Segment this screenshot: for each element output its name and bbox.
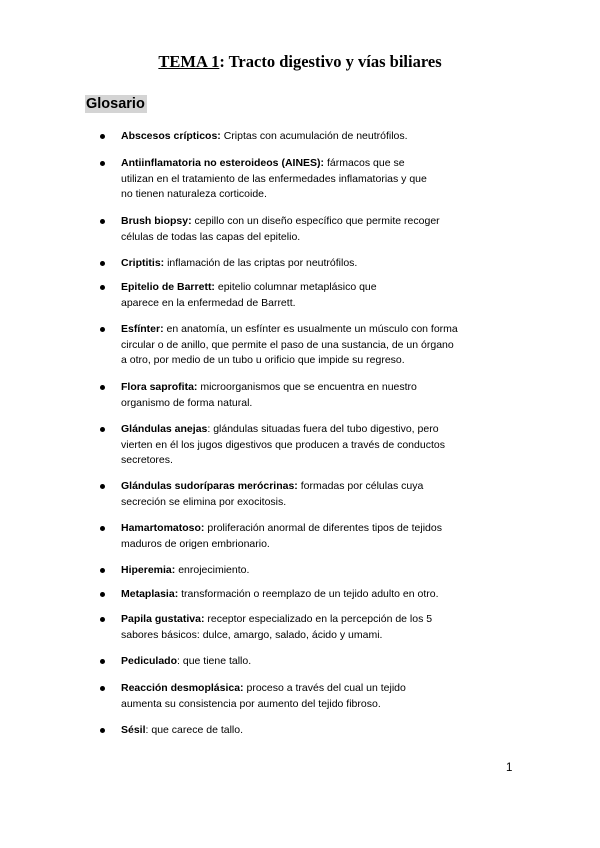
glossary-definition: secretores. (121, 454, 173, 466)
glossary-entry-text (121, 422, 445, 469)
glossary-definition: utilizan en el tratamiento de las enfermedades inflamatorias y que (121, 172, 427, 185)
glossary-line (121, 422, 445, 438)
title-text: : Tracto digestivo y vías biliares (219, 52, 442, 71)
glossary-term: Hamartomatoso: (121, 522, 205, 534)
glossary-definition: secreción se elimina por exocitosis. (121, 495, 287, 508)
glossary-line (121, 537, 442, 553)
title-number: TEMA 1 (158, 52, 220, 71)
glossary-entry-text (121, 681, 406, 712)
glossary-line (121, 338, 458, 354)
glossary-term: Reacción desmoplásica: (121, 682, 244, 694)
glossary-definition: transformación o reemplazo de un tejido adulto en otro. (178, 588, 439, 600)
glossary-line (121, 479, 423, 495)
glossary-definition: circular o de anillo, que permite el paso de una sustancia, de un órgano (121, 338, 454, 351)
glossary-line (121, 681, 406, 697)
glossary-definition: enrojecimiento. (175, 564, 250, 576)
glossary-entry-text (121, 322, 458, 369)
glossary-definition: células de todas las capas del epitelio. (121, 230, 301, 243)
glossary-definition: proceso a través del cual un tejido (243, 682, 406, 694)
glossary-entry-text (121, 280, 377, 311)
glossary-entry-text (121, 723, 243, 739)
glossary-entry-text (121, 479, 423, 510)
glossary-line (121, 322, 458, 338)
glossary-term: Criptitis: (121, 257, 165, 269)
glossary-term: Pediculado (121, 655, 178, 667)
page-number: 1 (506, 762, 513, 774)
glossary-line (121, 396, 417, 412)
glossary-line (121, 453, 445, 469)
bullet-icon (100, 134, 105, 139)
bullet-icon (100, 285, 105, 290)
bullet-icon (100, 484, 105, 489)
glossary-term: Sésil (121, 724, 146, 736)
glossary-line (121, 612, 432, 628)
glossary-line (121, 380, 417, 396)
bullet-icon (100, 385, 105, 390)
glossary-entry-text (121, 256, 357, 272)
glossary-line (121, 723, 243, 739)
glossary-line (121, 280, 377, 296)
glossary-line (121, 654, 251, 670)
glossary-definition: epitelio columnar metaplásico que (214, 281, 377, 293)
bullet-icon (100, 686, 105, 691)
section-heading-glosario: Glosario (86, 96, 145, 112)
bullet-icon (100, 568, 105, 573)
glossary-definition: receptor especializado en la percepción de los 5 (204, 613, 433, 625)
bullet-icon (100, 261, 105, 266)
bullet-icon (100, 427, 105, 432)
glossary-definition: : glándulas situadas fuera del tubo digestivo, pero (207, 423, 439, 435)
glossary-entry-text (121, 380, 417, 411)
glossary-line (121, 563, 249, 579)
glossary-line (121, 521, 442, 537)
glossary-definition: aumenta su consistencia por aumento del tejido fibroso. (121, 697, 381, 710)
glossary-term: Metaplasia: (121, 588, 179, 600)
glossary-line (121, 353, 458, 369)
glossary-entry-text (121, 156, 427, 203)
glossary-term: Brush biopsy: (121, 215, 192, 227)
glossary-entry-text (121, 612, 432, 643)
glossary-definition: proliferación anormal de diferentes tipos de tejidos (204, 522, 442, 534)
glossary-entry-text (121, 563, 249, 579)
glossary-term: Antiinflamatoria no esteroideos (AINES): (121, 157, 325, 169)
bullet-icon (100, 161, 105, 166)
glossary-definition: : que carece de tallo. (145, 724, 244, 736)
glossary-line (121, 438, 445, 454)
bullet-icon (100, 617, 105, 622)
glossary-line (121, 172, 427, 188)
glossary-line (121, 187, 427, 203)
glossary-entry-text (121, 129, 408, 145)
glossary-entry-text (121, 587, 439, 603)
glossary-term: Papila gustativa: (121, 613, 205, 625)
bullet-icon (100, 592, 105, 597)
glossary-line (121, 230, 440, 246)
glossary-term: Hiperemia: (121, 564, 176, 576)
glossary-line (121, 697, 406, 713)
glossary-definition: no tienen naturaleza corticoide. (121, 188, 267, 200)
glossary-definition: cepillo con un diseño específico que permite recoger (191, 215, 440, 227)
glossary-definition: fármacos que se (324, 157, 405, 169)
glossary-definition: vierten en él los jugos digestivos que producen a través de conductos (121, 438, 445, 451)
glossary-term: Abscesos crípticos: (121, 130, 221, 142)
glossary-definition: inflamación de las criptas por neutrófilos. (164, 257, 358, 269)
glossary-line (121, 214, 440, 230)
glossary-definition: maduros de origen embrionario. (121, 537, 270, 550)
bullet-icon (100, 327, 105, 332)
bullet-icon (100, 728, 105, 733)
glossary-entry-text (121, 214, 440, 245)
glossary-definition: en anatomía, un esfínter es usualmente un músculo con forma (163, 323, 458, 335)
glossary-line (121, 587, 439, 603)
glossary-definition: a otro, por medio de un tubo u orificio que impide su regreso. (121, 354, 405, 366)
glossary-line (121, 628, 432, 644)
glossary-definition: sabores básicos: dulce, amargo, salado, ácido y umami. (121, 628, 383, 641)
glossary-line (121, 495, 423, 511)
glossary-term: Glándulas sudoríparas merócrinas: (121, 480, 298, 492)
glossary-definition: aparece en la enfermedad de Barrett. (121, 296, 296, 309)
glossary-definition: microorganismos que se encuentra en nuestro (197, 381, 417, 393)
bullet-icon (100, 219, 105, 224)
glossary-definition: organismo de forma natural. (121, 396, 253, 409)
glossary-term: Epitelio de Barrett: (121, 281, 215, 293)
glossary-term: Glándulas anejas (121, 423, 208, 435)
glossary-entry-text (121, 521, 442, 552)
page-title (0, 52, 600, 72)
glossary-line (121, 129, 408, 145)
glossary-definition: formadas por células cuya (297, 480, 424, 492)
bullet-icon (100, 526, 105, 531)
glossary-term: Flora saprofita: (121, 381, 198, 393)
glossary-definition: Criptas con acumulación de neutrófilos. (220, 130, 408, 142)
glossary-term: Esfínter: (121, 323, 164, 335)
glossary-line (121, 256, 357, 272)
glossary-entry-text (121, 654, 251, 670)
glossary-line (121, 296, 377, 312)
bullet-icon (100, 659, 105, 664)
glossary-line (121, 156, 427, 172)
glossary-definition: : que tiene tallo. (177, 655, 252, 667)
